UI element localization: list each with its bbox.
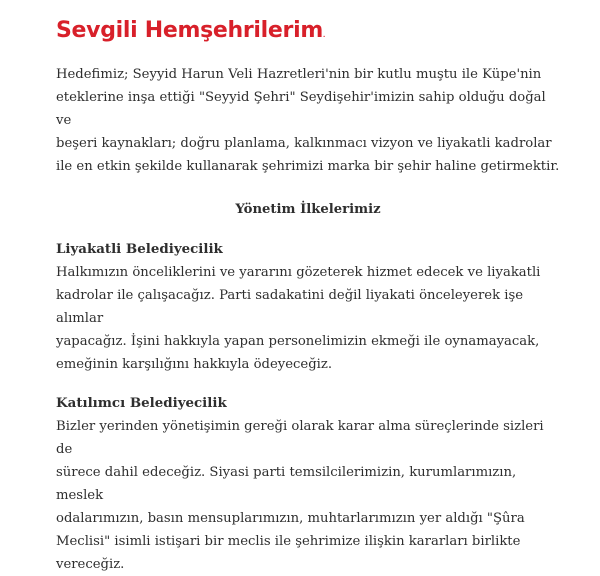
section-line: sürece dahil edeceğiz. Siyasi parti temsilcilerimizin, kurumlarımızın, meslek (56, 465, 517, 503)
section-heading: Liyakatli Belediyecilik (56, 241, 223, 257)
section-participatory (56, 392, 560, 576)
section-line: kadrolar ile çalışacağız. Parti sadakatini değil liyakati önceleyerek işe alımlar (56, 288, 524, 326)
section-line: yapacağız. İşini hakkıyla yapan personelimizin ekmeği ile oynamayacak, (56, 334, 540, 349)
intro-paragraph (56, 63, 560, 178)
intro-line: beşeri kaynakları; doğru planlama, kalkınmacı vizyon ve liyakatli kadrolar (56, 136, 552, 151)
intro-line: Hedefimiz; Seyyid Harun Veli Hazretleri'nin bir kutlu muştu ile Küpe'nin (56, 67, 542, 82)
intro-line: eteklerine inşa ettiği "Seyyid Şehri" Seydişehir'imizin sahip olduğu doğal ve (56, 90, 546, 128)
section-line: emeğinin karşılığını hakkıyla ödeyeceğiz. (56, 357, 333, 372)
section-merit (56, 238, 560, 376)
principles-heading: Yönetim İlkelerimiz (235, 202, 381, 217)
section-line: Bizler yerinden yönetişimin gereği olarak karar alma süreçlerinde sizleri de (56, 419, 544, 457)
page-title-text: Sevgili Hemşehrilerim (56, 18, 323, 43)
intro-line: ile en etkin şekilde kullanarak şehrimizi marka bir şehir haline getirmektir. (56, 159, 560, 174)
section-paragraph (56, 415, 560, 576)
page-title-suffix: . (322, 32, 325, 39)
section-line: vereceğiz. (56, 557, 125, 572)
section-line: Meclisi" isimli istişari bir meclis ile şehrimize ilişkin kararları birlikte (56, 534, 521, 549)
section-line: odalarımızın, basın mensuplarımızın, muhtarlarımızın yer aldığı "Şûra (56, 511, 525, 526)
section-paragraph (56, 261, 560, 376)
section-line: Halkımızın önceliklerini ve yararını gözeterek hizmet edecek ve liyakatli (56, 265, 541, 280)
section-heading: Katılımcı Belediyecilik (56, 395, 227, 411)
page-title (56, 16, 560, 51)
